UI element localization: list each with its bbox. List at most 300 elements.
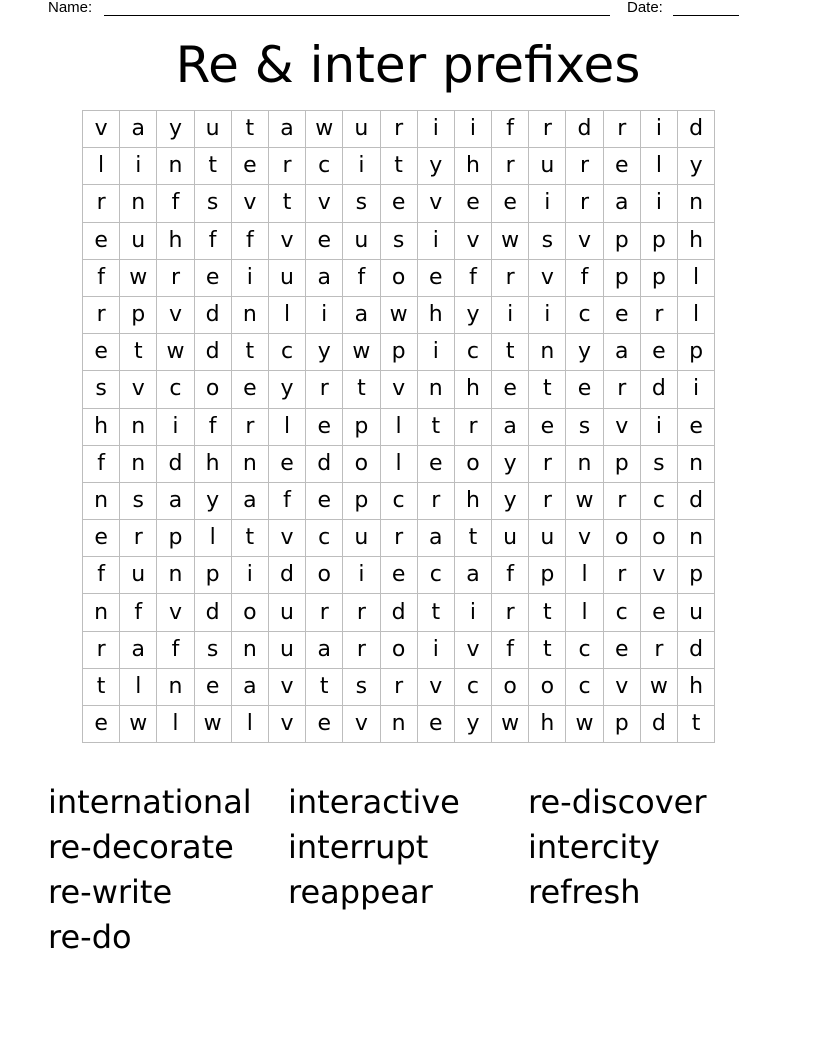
grid-cell[interactable]: e — [380, 557, 417, 594]
grid-cell[interactable]: a — [417, 520, 454, 557]
grid-cell[interactable]: d — [380, 594, 417, 631]
grid-cell[interactable]: u — [343, 222, 380, 259]
grid-cell[interactable]: i — [529, 185, 566, 222]
grid-cell[interactable]: i — [454, 594, 491, 631]
grid-cell[interactable]: w — [492, 706, 529, 743]
grid-cell[interactable]: f — [194, 222, 231, 259]
grid-cell[interactable]: v — [454, 631, 491, 668]
grid-cell[interactable]: d — [194, 334, 231, 371]
date-line[interactable] — [673, 0, 739, 16]
grid-cell[interactable]: i — [640, 408, 677, 445]
grid-cell[interactable]: r — [380, 111, 417, 148]
grid-cell[interactable]: l — [231, 706, 268, 743]
grid-cell[interactable]: s — [120, 482, 157, 519]
grid-cell[interactable]: c — [603, 594, 640, 631]
grid-cell[interactable]: t — [678, 706, 715, 743]
grid-cell[interactable]: v — [417, 668, 454, 705]
grid-cell[interactable]: r — [529, 445, 566, 482]
grid-cell[interactable]: n — [231, 631, 268, 668]
grid-cell[interactable]: e — [454, 185, 491, 222]
grid-cell[interactable]: n — [678, 520, 715, 557]
grid-cell[interactable]: r — [529, 482, 566, 519]
grid-cell[interactable]: t — [268, 185, 305, 222]
grid-cell[interactable]: f — [268, 482, 305, 519]
grid-cell[interactable]: n — [120, 445, 157, 482]
grid-cell[interactable]: i — [343, 148, 380, 185]
grid-cell[interactable]: t — [231, 111, 268, 148]
grid-cell[interactable]: a — [157, 482, 194, 519]
grid-cell[interactable]: v — [603, 668, 640, 705]
grid-cell[interactable]: l — [120, 668, 157, 705]
grid-cell[interactable]: t — [194, 148, 231, 185]
grid-cell[interactable]: w — [566, 482, 603, 519]
grid-cell[interactable]: r — [343, 631, 380, 668]
grid-cell[interactable]: a — [120, 631, 157, 668]
grid-cell[interactable]: v — [268, 668, 305, 705]
grid-cell[interactable]: u — [678, 594, 715, 631]
grid-cell[interactable]: t — [529, 594, 566, 631]
grid-cell[interactable]: l — [380, 408, 417, 445]
grid-cell[interactable]: p — [380, 334, 417, 371]
grid-cell[interactable]: e — [603, 148, 640, 185]
grid-cell[interactable]: r — [306, 594, 343, 631]
grid-cell[interactable]: d — [157, 445, 194, 482]
grid-cell[interactable]: r — [529, 111, 566, 148]
grid-cell[interactable]: v — [566, 222, 603, 259]
grid-cell[interactable]: t — [454, 520, 491, 557]
grid-row — [83, 148, 715, 185]
grid-cell[interactable]: e — [566, 371, 603, 408]
name-line[interactable] — [104, 0, 610, 16]
grid-cell[interactable]: y — [492, 445, 529, 482]
grid-cell[interactable]: h — [417, 296, 454, 333]
grid-cell[interactable]: n — [678, 185, 715, 222]
grid-row — [83, 557, 715, 594]
grid-cell[interactable]: w — [640, 668, 677, 705]
grid-cell[interactable]: e — [83, 520, 120, 557]
grid-cell[interactable]: s — [380, 222, 417, 259]
grid-cell[interactable]: c — [566, 296, 603, 333]
grid-cell[interactable]: f — [343, 259, 380, 296]
grid-cell[interactable]: e — [380, 185, 417, 222]
grid-cell[interactable]: f — [492, 111, 529, 148]
grid-cell[interactable]: v — [268, 706, 305, 743]
grid-cell[interactable]: f — [157, 631, 194, 668]
grid-cell[interactable]: f — [83, 259, 120, 296]
grid-cell[interactable]: r — [417, 482, 454, 519]
grid-cell[interactable]: t — [306, 668, 343, 705]
grid-cell[interactable]: i — [306, 296, 343, 333]
grid-cell[interactable]: u — [529, 520, 566, 557]
grid-cell[interactable]: r — [566, 185, 603, 222]
grid-cell[interactable]: o — [454, 445, 491, 482]
grid-cell[interactable]: v — [343, 706, 380, 743]
grid-cell[interactable]: o — [640, 520, 677, 557]
grid-cell[interactable]: e — [492, 371, 529, 408]
grid-cell[interactable]: r — [492, 259, 529, 296]
grid-cell[interactable]: i — [417, 111, 454, 148]
grid-cell[interactable]: d — [678, 631, 715, 668]
grid-cell[interactable]: n — [678, 445, 715, 482]
grid-cell[interactable]: c — [566, 668, 603, 705]
grid-cell[interactable]: f — [492, 631, 529, 668]
grid-cell[interactable]: c — [306, 148, 343, 185]
grid-cell[interactable]: h — [194, 445, 231, 482]
grid-cell[interactable]: p — [640, 259, 677, 296]
grid-cell[interactable]: d — [678, 482, 715, 519]
grid-cell[interactable]: i — [120, 148, 157, 185]
grid-cell[interactable]: f — [83, 557, 120, 594]
grid-cell[interactable]: i — [640, 185, 677, 222]
grid-cell[interactable]: i — [231, 259, 268, 296]
grid-cell[interactable]: p — [678, 334, 715, 371]
grid-cell[interactable]: t — [417, 408, 454, 445]
grid-cell[interactable]: n — [231, 296, 268, 333]
grid-cell[interactable]: e — [417, 445, 454, 482]
grid-row — [83, 706, 715, 743]
grid-cell[interactable]: t — [492, 334, 529, 371]
grid-cell[interactable]: v — [566, 520, 603, 557]
grid-cell[interactable]: o — [343, 445, 380, 482]
grid-cell[interactable]: l — [678, 259, 715, 296]
grid-cell[interactable]: c — [157, 371, 194, 408]
grid-cell[interactable]: s — [194, 631, 231, 668]
grid-cell[interactable]: e — [603, 631, 640, 668]
grid-cell[interactable]: t — [529, 631, 566, 668]
grid-cell[interactable]: f — [454, 259, 491, 296]
grid-cell[interactable]: h — [678, 222, 715, 259]
grid-cell[interactable]: n — [120, 185, 157, 222]
grid-cell[interactable]: c — [454, 334, 491, 371]
grid-cell[interactable]: i — [231, 557, 268, 594]
grid-cell[interactable]: t — [231, 334, 268, 371]
grid-cell[interactable]: o — [306, 557, 343, 594]
grid-cell[interactable]: r — [492, 148, 529, 185]
grid-cell[interactable]: r — [83, 185, 120, 222]
grid-cell[interactable]: w — [492, 222, 529, 259]
grid-cell[interactable]: y — [268, 371, 305, 408]
grid-cell[interactable]: r — [268, 148, 305, 185]
grid-cell[interactable]: f — [492, 557, 529, 594]
grid-cell[interactable]: n — [157, 557, 194, 594]
grid-cell[interactable]: r — [566, 148, 603, 185]
grid-cell[interactable]: p — [343, 408, 380, 445]
grid-cell[interactable]: e — [194, 668, 231, 705]
grid-cell[interactable]: c — [268, 334, 305, 371]
grid-cell[interactable]: w — [157, 334, 194, 371]
grid-cell[interactable]: v — [640, 557, 677, 594]
grid-cell[interactable]: l — [268, 408, 305, 445]
grid-cell[interactable]: a — [268, 111, 305, 148]
grid-cell[interactable]: p — [194, 557, 231, 594]
grid-cell[interactable]: i — [157, 408, 194, 445]
grid-cell[interactable]: s — [194, 185, 231, 222]
grid-cell[interactable]: s — [83, 371, 120, 408]
grid-cell[interactable]: d — [566, 111, 603, 148]
grid-cell[interactable]: y — [492, 482, 529, 519]
grid-cell[interactable]: e — [417, 706, 454, 743]
grid-cell[interactable]: c — [380, 482, 417, 519]
grid-cell[interactable]: w — [120, 706, 157, 743]
grid-cell[interactable]: r — [343, 594, 380, 631]
grid-cell[interactable]: l — [640, 148, 677, 185]
grid-cell[interactable]: p — [603, 445, 640, 482]
grid-cell[interactable]: d — [640, 371, 677, 408]
grid-cell[interactable]: f — [120, 594, 157, 631]
grid-cell[interactable]: e — [603, 296, 640, 333]
grid-cell[interactable]: y — [454, 706, 491, 743]
grid-cell[interactable]: i — [343, 557, 380, 594]
grid-cell[interactable]: d — [194, 594, 231, 631]
grid-cell[interactable]: y — [194, 482, 231, 519]
grid-row — [83, 185, 715, 222]
grid-cell[interactable]: f — [194, 408, 231, 445]
grid-cell[interactable]: s — [343, 668, 380, 705]
grid-cell[interactable]: a — [120, 111, 157, 148]
grid-cell[interactable]: l — [566, 557, 603, 594]
grid-cell[interactable]: f — [157, 185, 194, 222]
grid-cell[interactable]: l — [268, 296, 305, 333]
grid-cell[interactable]: e — [306, 408, 343, 445]
grid-cell[interactable]: e — [194, 259, 231, 296]
grid-cell[interactable]: p — [603, 259, 640, 296]
grid-cell[interactable]: c — [417, 557, 454, 594]
grid-cell[interactable]: w — [306, 111, 343, 148]
grid-cell[interactable]: c — [640, 482, 677, 519]
grid-cell[interactable]: v — [157, 296, 194, 333]
grid-cell[interactable]: h — [454, 482, 491, 519]
grid-cell[interactable]: u — [120, 222, 157, 259]
grid-cell[interactable]: e — [492, 185, 529, 222]
grid-cell[interactable]: s — [529, 222, 566, 259]
grid-cell[interactable]: e — [678, 408, 715, 445]
grid-cell[interactable]: r — [492, 594, 529, 631]
grid-cell[interactable]: v — [83, 111, 120, 148]
grid-cell[interactable]: y — [157, 111, 194, 148]
grid-cell[interactable]: v — [529, 259, 566, 296]
grid-cell[interactable]: r — [380, 520, 417, 557]
grid-cell[interactable]: c — [306, 520, 343, 557]
grid-cell[interactable]: r — [120, 520, 157, 557]
grid-cell[interactable]: e — [417, 259, 454, 296]
grid-cell[interactable]: d — [678, 111, 715, 148]
grid-cell[interactable]: r — [603, 482, 640, 519]
grid-cell[interactable]: c — [566, 631, 603, 668]
grid-cell[interactable]: r — [454, 408, 491, 445]
grid-cell[interactable]: u — [529, 148, 566, 185]
grid-cell[interactable]: v — [268, 520, 305, 557]
grid-cell[interactable]: t — [380, 148, 417, 185]
grid-cell[interactable]: n — [120, 408, 157, 445]
grid-cell[interactable]: v — [417, 185, 454, 222]
grid-cell[interactable]: f — [231, 222, 268, 259]
grid-cell[interactable]: l — [380, 445, 417, 482]
grid-cell[interactable]: u — [343, 111, 380, 148]
grid-cell[interactable]: n — [83, 482, 120, 519]
grid-cell[interactable]: a — [492, 408, 529, 445]
grid-cell[interactable]: l — [566, 594, 603, 631]
grid-cell[interactable]: v — [380, 371, 417, 408]
grid-cell[interactable]: y — [417, 148, 454, 185]
grid-cell[interactable]: o — [231, 594, 268, 631]
grid-cell[interactable]: p — [603, 222, 640, 259]
grid-cell[interactable]: h — [454, 148, 491, 185]
grid-cell[interactable]: v — [454, 222, 491, 259]
grid-cell[interactable]: v — [231, 185, 268, 222]
grid-cell[interactable]: y — [678, 148, 715, 185]
grid-cell[interactable]: e — [306, 222, 343, 259]
grid-cell[interactable]: r — [83, 296, 120, 333]
grid-cell[interactable]: n — [529, 334, 566, 371]
grid-cell[interactable]: e — [83, 334, 120, 371]
grid-cell[interactable]: n — [83, 594, 120, 631]
grid-cell[interactable]: h — [678, 668, 715, 705]
grid-cell[interactable]: h — [157, 222, 194, 259]
grid-cell[interactable]: a — [231, 482, 268, 519]
grid-cell[interactable]: t — [231, 520, 268, 557]
grid-cell[interactable]: r — [83, 631, 120, 668]
grid-cell[interactable]: h — [454, 371, 491, 408]
grid-cell[interactable]: n — [566, 445, 603, 482]
grid-cell[interactable]: e — [640, 334, 677, 371]
grid-cell[interactable]: f — [566, 259, 603, 296]
grid-cell[interactable]: a — [231, 668, 268, 705]
grid-row — [83, 482, 715, 519]
grid-cell[interactable]: r — [640, 631, 677, 668]
grid-cell[interactable]: r — [603, 557, 640, 594]
grid-cell[interactable]: a — [306, 259, 343, 296]
word-list-item: intercity — [528, 828, 660, 866]
grid-cell[interactable]: y — [566, 334, 603, 371]
grid-cell[interactable]: v — [120, 371, 157, 408]
grid-cell[interactable]: i — [454, 111, 491, 148]
grid-cell[interactable]: p — [157, 520, 194, 557]
grid-cell[interactable]: p — [678, 557, 715, 594]
grid-cell[interactable]: o — [380, 631, 417, 668]
grid-cell[interactable]: w — [566, 706, 603, 743]
grid-cell[interactable]: s — [343, 185, 380, 222]
grid-cell[interactable]: w — [120, 259, 157, 296]
grid-cell[interactable]: c — [454, 668, 491, 705]
grid-cell[interactable]: e — [83, 706, 120, 743]
grid-cell[interactable]: u — [268, 259, 305, 296]
grid-cell[interactable]: d — [640, 706, 677, 743]
grid-cell[interactable]: d — [194, 296, 231, 333]
grid-cell[interactable]: n — [417, 371, 454, 408]
grid-cell[interactable]: p — [343, 482, 380, 519]
grid-cell[interactable]: i — [417, 222, 454, 259]
grid-cell[interactable]: p — [640, 222, 677, 259]
grid-cell[interactable]: l — [194, 520, 231, 557]
grid-cell[interactable]: n — [231, 445, 268, 482]
grid-cell[interactable]: r — [306, 371, 343, 408]
grid-cell[interactable]: e — [640, 594, 677, 631]
grid-cell[interactable]: p — [529, 557, 566, 594]
word-list-item: interactive — [288, 783, 460, 821]
grid-cell[interactable]: n — [157, 668, 194, 705]
grid-cell[interactable]: i — [417, 334, 454, 371]
grid-cell[interactable]: t — [83, 668, 120, 705]
grid-cell[interactable]: a — [454, 557, 491, 594]
grid-cell[interactable]: p — [120, 296, 157, 333]
grid-cell[interactable]: n — [157, 148, 194, 185]
grid-cell[interactable]: t — [417, 594, 454, 631]
grid-cell[interactable]: f — [83, 445, 120, 482]
grid-cell[interactable]: t — [343, 371, 380, 408]
grid-cell[interactable]: o — [194, 371, 231, 408]
grid-cell[interactable]: a — [603, 334, 640, 371]
grid-cell[interactable]: e — [83, 222, 120, 259]
grid-cell[interactable]: e — [306, 482, 343, 519]
grid-cell[interactable]: e — [529, 408, 566, 445]
grid-cell[interactable]: s — [566, 408, 603, 445]
grid-cell[interactable]: u — [268, 594, 305, 631]
grid-cell[interactable]: r — [380, 668, 417, 705]
grid-cell[interactable]: r — [231, 408, 268, 445]
grid-cell[interactable]: l — [157, 706, 194, 743]
grid-cell[interactable]: i — [417, 631, 454, 668]
grid-cell[interactable]: l — [83, 148, 120, 185]
grid-cell[interactable]: l — [678, 296, 715, 333]
grid-cell[interactable]: e — [268, 445, 305, 482]
grid-cell[interactable]: i — [678, 371, 715, 408]
grid-cell[interactable]: v — [603, 408, 640, 445]
grid-cell[interactable]: v — [306, 185, 343, 222]
grid-cell[interactable]: h — [529, 706, 566, 743]
grid-cell[interactable]: v — [268, 222, 305, 259]
grid-cell[interactable]: v — [157, 594, 194, 631]
grid-cell[interactable]: d — [268, 557, 305, 594]
grid-cell[interactable]: s — [640, 445, 677, 482]
grid-cell[interactable]: o — [603, 520, 640, 557]
grid-cell[interactable]: i — [529, 296, 566, 333]
grid-cell[interactable]: d — [306, 445, 343, 482]
grid-cell[interactable]: t — [529, 371, 566, 408]
grid-cell[interactable]: a — [603, 185, 640, 222]
grid-cell[interactable]: r — [157, 259, 194, 296]
grid-cell[interactable]: r — [603, 111, 640, 148]
grid-cell[interactable]: e — [231, 148, 268, 185]
grid-cell[interactable]: y — [454, 296, 491, 333]
grid-cell[interactable]: e — [231, 371, 268, 408]
grid-cell[interactable]: r — [640, 296, 677, 333]
grid-cell[interactable]: u — [120, 557, 157, 594]
grid-cell[interactable]: o — [380, 259, 417, 296]
word-search-grid — [82, 110, 715, 743]
grid-cell[interactable]: u — [492, 520, 529, 557]
grid-cell[interactable]: h — [83, 408, 120, 445]
grid-cell[interactable]: i — [492, 296, 529, 333]
page-title: Re & inter prefixes — [175, 36, 641, 94]
grid-cell[interactable]: o — [492, 668, 529, 705]
grid-cell[interactable]: a — [343, 296, 380, 333]
grid-cell[interactable]: p — [603, 706, 640, 743]
grid-cell[interactable]: u — [343, 520, 380, 557]
grid-cell[interactable]: u — [268, 631, 305, 668]
grid-cell[interactable]: y — [306, 334, 343, 371]
grid-cell[interactable]: t — [120, 334, 157, 371]
grid-cell[interactable]: o — [529, 668, 566, 705]
grid-cell[interactable]: n — [380, 706, 417, 743]
grid-cell[interactable]: i — [640, 111, 677, 148]
grid-cell[interactable]: a — [306, 631, 343, 668]
grid-cell[interactable]: w — [380, 296, 417, 333]
grid-cell[interactable]: w — [194, 706, 231, 743]
grid-cell[interactable]: w — [343, 334, 380, 371]
grid-cell[interactable]: e — [306, 706, 343, 743]
grid-cell[interactable]: u — [194, 111, 231, 148]
grid-cell[interactable]: r — [603, 371, 640, 408]
